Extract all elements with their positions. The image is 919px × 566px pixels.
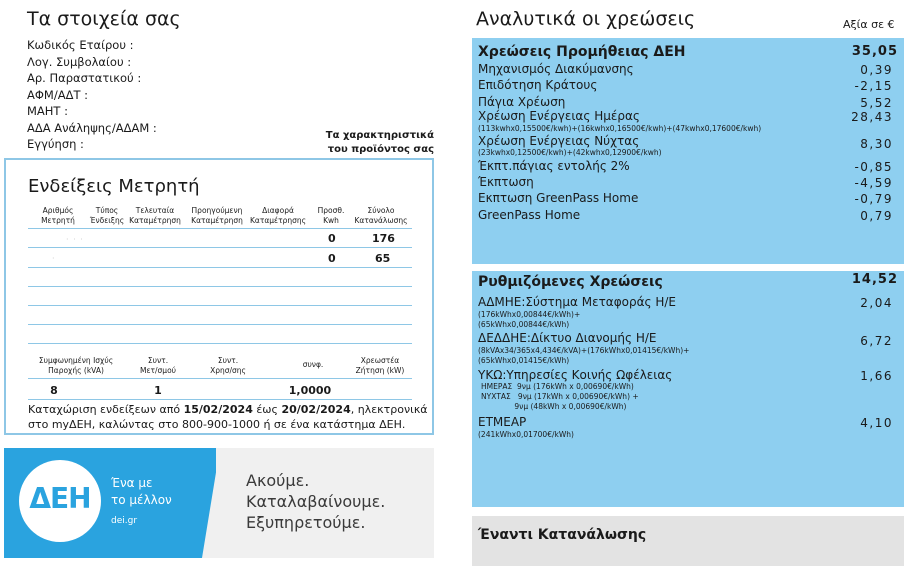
meter-row1-total: 176 [372,232,395,245]
supply-divider [28,378,412,379]
charge-value: -0,79 [854,192,893,206]
charge-value: -4,59 [854,176,893,190]
field-tax-id: ΑΦΜ/ΑΔΤ : [27,88,89,102]
meter-readings-title: Ενδείξεις Μετρητή [28,176,200,197]
supply-header-use-coef: Συντ. Χρησ/σης [210,356,246,375]
charge-label: GreenPass Home [478,208,581,222]
reading-registration-note: Καταχώριση ενδείξεων από 15/02/2024 έως 20/02/2024, ηλεκτρονικά στο myΔΕΗ, καλώντας στο 800-900-1000 ή σε ένα κατάστημα ΔΕΗ. [28,403,428,431]
charge-detail: (23kwhx0,12500€/kwh)+(42kwhx0,12900€/kwh) [478,148,662,157]
charge-detail: (241kWhx0,01700€/kWh) [478,430,574,439]
supply-header-meter-coef: Συντ. Μετ/σμού [139,356,177,375]
banner-slogan: Ακούμε. Καταλαβαίνουμε. Εξυπηρετούμε. [246,471,386,532]
charge-label: Έκπτωση [478,175,534,189]
supply-header-cosphi: συνφ. [302,360,324,369]
product-title-line2: του προϊόντος σας [327,144,434,155]
banner-tagline: Ένα με το μέλλον [111,476,172,507]
meter-header-difference: Διαφορά Καταμέτρησης [249,206,307,225]
meter-header-total: Σύνολο Κατανάλωσης [354,206,408,225]
banner-site-link[interactable]: dei.gr [111,516,138,526]
customer-details-title: Τα στοιχεία σας [27,8,181,30]
meter-divider [28,267,412,268]
value-header: Αξία σε € [843,18,895,31]
charge-detail: (176kWhx0,00844€/kWh)+ [478,310,581,319]
charge-detail: 9νμ (48kWh x 0,00690€/kWh) [481,402,627,411]
meter-divider [28,324,412,325]
supply-value-power: 8 [50,384,58,397]
charge-value: -2,15 [854,79,893,93]
charge-value: 5,52 [860,96,893,110]
charge-value: 2,04 [860,296,893,310]
meter-number-redacted: · · · [66,235,84,244]
meter-divider [28,247,412,248]
meter-row2-total: 65 [375,252,391,265]
charge-detail: (113kwhx0,15500€/kwh)+(16kwhx0,16500€/kwh)+(47kwhx0,17600€/kwh) [478,124,762,133]
charge-label: ΑΔΜΗΕ:Σύστημα Μεταφοράς Η/Ε [478,295,677,309]
meter-row2-extra: 0 [328,252,336,265]
charge-value: 4,10 [860,416,893,430]
meter-divider [28,228,412,229]
regulated-charges-total: 14,52 [851,272,898,287]
field-guarantee: Εγγύηση : [27,137,84,151]
field-partner-code: Κωδικός Εταίρου : [27,38,134,52]
meter-header-type: Τύπος Ένδειξης [89,206,125,225]
charge-label: Έκπτ.πάγιας εντολής 2% [478,159,630,173]
charge-label: Χρέωση Ενέργειας Νύχτας [478,134,640,148]
charge-label: Χρέωση Ενέργειας Ημέρας [478,109,640,123]
charge-label: Εκπτωση GreenPass Home [478,191,639,205]
charge-label: ΔΕΔΔΗΕ:Δίκτυο Διανομής Η/Ε [478,331,657,345]
charge-value: 28,43 [851,110,893,124]
supply-header-demand: Χρεωστέα Ζήτηση (kW) [355,356,405,375]
charge-label: Πάγια Χρέωση [478,95,566,109]
charge-detail: (65kWhx0,01415€/kWh) [478,356,570,365]
supply-charges-title: Χρεώσεις Προμήθειας ΔΕΗ [478,44,686,60]
product-title-line1: Τα χαρακτηριστικά [325,130,434,141]
charges-breakdown-title: Αναλυτικά οι χρεώσεις [476,8,696,30]
regulated-charges-title: Ρυθμιζόμενες Χρεώσεις [478,274,663,290]
charge-label: ΕΤΜΕΑΡ [478,415,527,429]
supply-charges-total: 35,05 [851,44,898,59]
charge-value: 1,66 [860,369,893,383]
meter-divider [28,305,412,306]
field-ada: ΑΔΑ Ανάληψης/ΑΔΑΜ : [27,121,157,135]
meter-number-redacted: · [52,254,56,263]
supply-value-meter-coef: 1 [154,384,162,397]
charge-value: 8,30 [860,137,893,151]
charge-detail: (65kWhx0,00844€/kWh) [478,320,570,329]
field-maht: ΜΑΗΤ : [27,104,68,118]
charge-label: Μηχανισμός Διακύμανσης [478,62,634,76]
charge-value: 6,72 [860,334,893,348]
meter-header-last: Τελευταία Καταμέτρηση [129,206,181,225]
dei-logo: ΔΕΗ [19,460,101,542]
meter-header-previous: Προηγούμενη Καταμέτρηση [191,206,243,225]
supply-header-power: Συμφωνημένη Ισχύς Παροχής (kVA) [38,356,114,375]
meter-row1-extra: 0 [328,232,336,245]
consumption-title: Έναντι Κατανάλωσης [478,527,647,543]
dei-banner[interactable] [4,448,434,558]
charge-label: ΥΚΩ:Υπηρεσίες Κοινής Ωφέλειας [478,368,673,382]
meter-header-number: Αριθμός Μετρητή [41,206,75,225]
meter-header-extra: Προσθ. Kwh [317,206,345,225]
charge-value: 0,79 [860,209,893,223]
field-invoice-number: Αρ. Παραστατικού : [27,71,142,85]
product-characteristics-title [320,129,434,157]
charge-detail: (8kVAx34/365x4,434€/kVA)+(176kWhx0,01415€/kWh)+ [478,346,690,355]
note-date-to: 20/02/2024 [281,403,351,416]
meter-divider [28,286,412,287]
charge-value: 0,39 [860,63,893,77]
supply-value-cosphi: 1,0000 [288,384,332,397]
charge-detail: ΗΜΕΡΑΣ 9νμ (176kWh x 0,00690€/kWh) [481,382,634,391]
charge-label: Επιδότηση Κράτους [478,78,598,92]
charge-detail: ΝΥΧΤΑΣ 9νμ (17kWh x 0,00690€/kWh) + [481,392,639,401]
supply-divider [28,399,412,400]
charge-value: -0,85 [854,160,893,174]
meter-divider [28,343,412,344]
field-contract-account: Λογ. Συμβολαίου : [27,55,132,69]
note-date-from: 15/02/2024 [183,403,253,416]
